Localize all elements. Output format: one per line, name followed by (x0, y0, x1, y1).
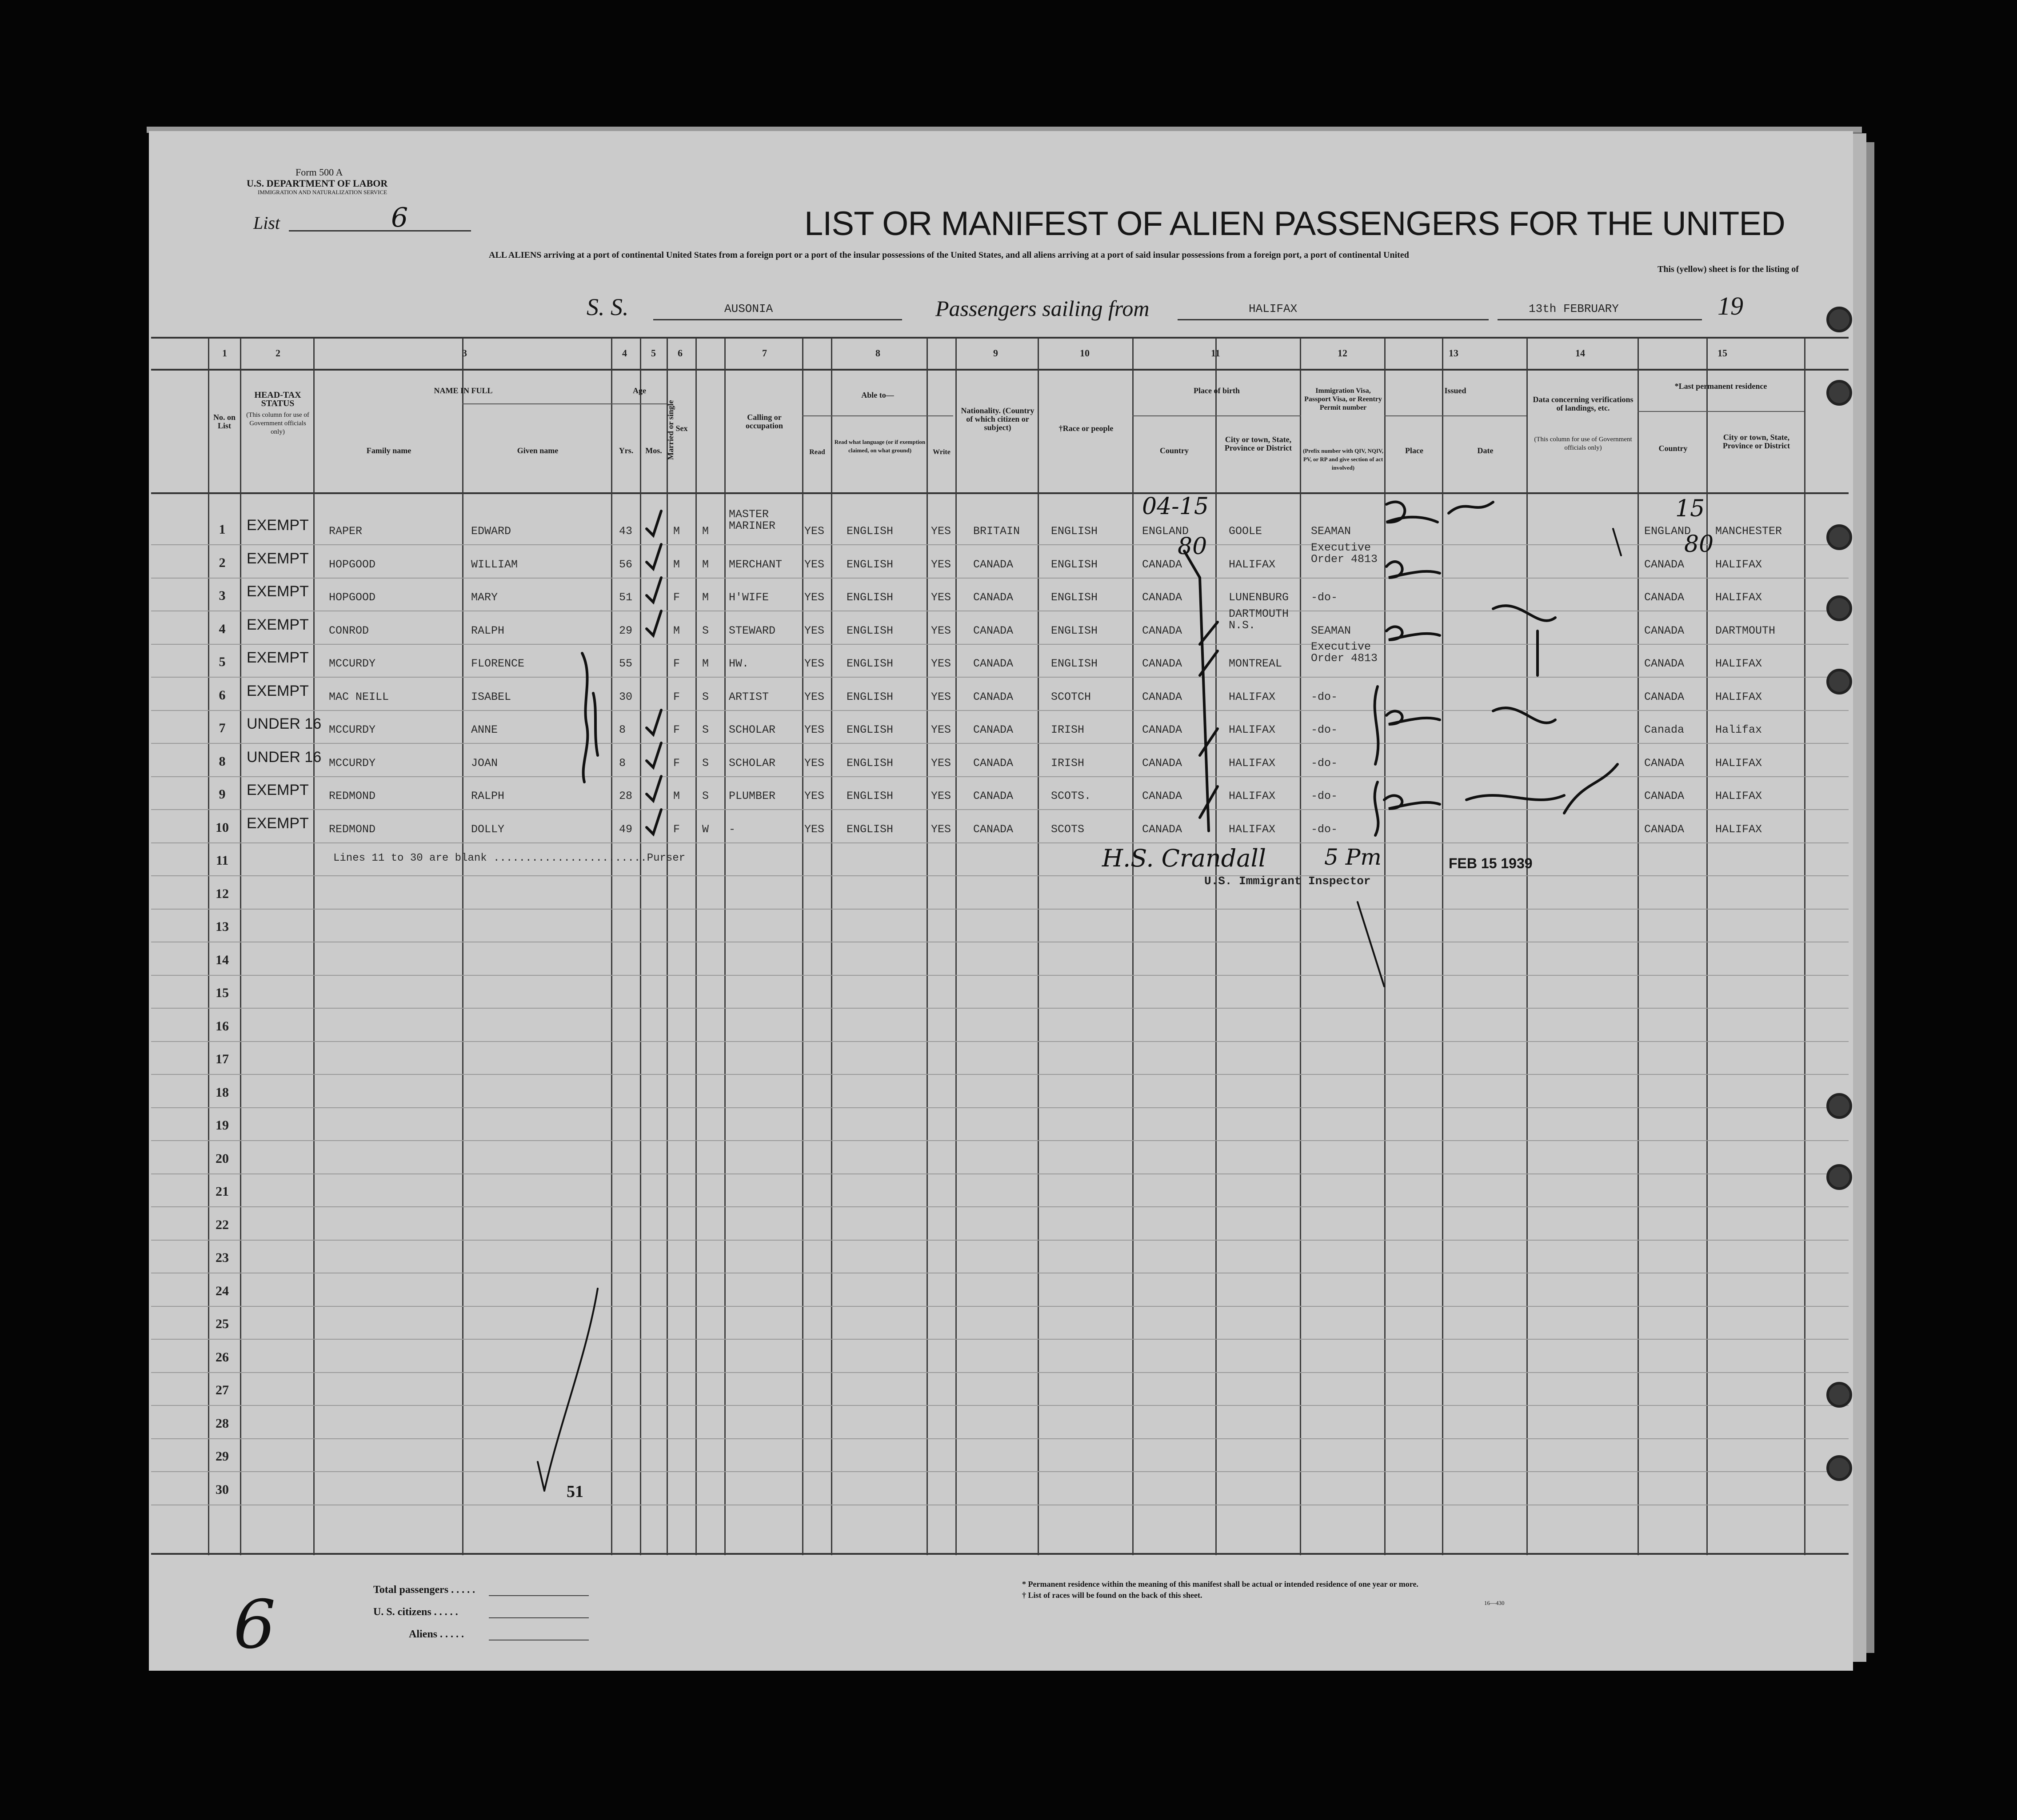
age-years-cell: 55 (619, 657, 633, 670)
marital-status-cell: S (702, 690, 709, 703)
language-cell: ENGLISH (847, 525, 894, 538)
given-name-cell: WILLIAM (471, 558, 518, 571)
blank-lines-note: Lines 11 to 30 are blank ........................Purser (333, 852, 686, 864)
occupation-cell: HW. (729, 657, 749, 670)
residence-country-cell: ENGLAND (1644, 525, 1691, 538)
column-number: 14 (1575, 347, 1585, 359)
residence-country-cell: CANADA (1644, 558, 1685, 571)
age-years-cell: 43 (619, 525, 633, 538)
residence-city-cell: MANCHESTER (1715, 525, 1782, 538)
row-number: 8 (219, 754, 226, 769)
footer-code: 16—430 (1484, 1600, 1505, 1606)
given-name-cell: ANNE (471, 723, 498, 736)
page-title: LIST OR MANIFEST OF ALIEN PASSENGERS FOR THE UNITED (804, 205, 1785, 243)
read-cell: YES (804, 558, 825, 571)
write-cell: YES (931, 558, 951, 571)
birth-city-cell: HALIFAX (1229, 822, 1276, 836)
birth-city-cell: HALIFAX (1229, 690, 1276, 703)
nationality-cell: CANADA (973, 624, 1014, 637)
marital-status-cell: S (702, 790, 709, 802)
read-cell: YES (804, 822, 825, 836)
footer-note-1: * Permanent residence within the meaning of this manifest shall be actual or intended residence of one year or more. (1022, 1580, 1418, 1589)
given-name-cell: FLORENCE (471, 657, 525, 670)
nationality-cell: CANADA (973, 756, 1014, 770)
given-name-cell: RALPH (471, 790, 505, 802)
marital-status-cell: M (702, 525, 709, 538)
race-cell: SCOTS (1051, 822, 1085, 836)
family-name-cell: MAC NEILL (329, 690, 389, 703)
footer-us-citizens: U. S. citizens . . . . . (373, 1606, 458, 1618)
residence-city-cell: HALIFAX (1715, 756, 1762, 770)
column-number: 5 (651, 347, 656, 359)
read-cell: YES (804, 756, 825, 770)
binder-hole (1826, 307, 1852, 332)
residence-country-cell: CANADA (1644, 591, 1685, 604)
header-family-name: Family name (366, 446, 411, 455)
row-number: 11 (216, 853, 229, 868)
visa-cell: SEAMAN (1311, 624, 1351, 637)
language-cell: ENGLISH (847, 822, 894, 836)
read-cell: YES (804, 723, 825, 736)
status-cell: EXEMPT (247, 550, 309, 567)
occupation-cell: PLUMBER (729, 790, 776, 802)
language-cell: ENGLISH (847, 624, 894, 637)
binder-hole (1826, 1164, 1852, 1190)
family-name-cell: MCCURDY (329, 756, 376, 770)
visa-cell: -do- (1311, 822, 1338, 836)
department: U.S. DEPARTMENT OF LABOR (247, 178, 388, 189)
family-name-cell: REDMOND (329, 790, 376, 802)
language-cell: ENGLISH (847, 756, 894, 770)
given-name-cell: DOLLY (471, 822, 505, 836)
row-number: 17 (216, 1052, 229, 1066)
marital-status-cell: W (702, 822, 709, 836)
family-name-cell: RAPER (329, 525, 363, 538)
language-cell: ENGLISH (847, 690, 894, 703)
age-years-cell: 29 (619, 624, 633, 637)
marital-status-cell: M (702, 657, 709, 670)
occupation-cell: - (729, 822, 736, 836)
header-data-concerning: Data concerning verifications of landings, etc. (1533, 395, 1634, 412)
footer-total-passengers: Total passengers . . . . . (373, 1584, 475, 1596)
column-number: 9 (993, 347, 998, 359)
header-nationality: Nationality. (Country of which citizen or subject) (961, 406, 1034, 432)
sex-cell: F (673, 690, 680, 703)
year-label: 19 (1717, 291, 1743, 320)
header-write: Write (933, 448, 951, 456)
header-birth-city: City or town, State, Province or District (1224, 435, 1292, 452)
residence-country-cell: CANADA (1644, 657, 1685, 670)
read-cell: YES (804, 624, 825, 637)
age-years-cell: 56 (619, 558, 633, 571)
residence-city-cell: HALIFAX (1715, 690, 1762, 703)
row-number: 28 (216, 1416, 229, 1431)
given-name-cell: RALPH (471, 624, 505, 637)
occupation-cell: MERCHANT (729, 558, 783, 571)
column-number: 2 (276, 347, 280, 359)
ss-label: S. S. (587, 294, 629, 320)
visa-cell: SEAMAN (1311, 525, 1351, 538)
sex-cell: M (673, 790, 680, 802)
column-number: 13 (1449, 347, 1458, 359)
birth-country-cell: CANADA (1142, 723, 1182, 736)
header-head-tax: HEAD-TAX STATUS (254, 390, 301, 408)
status-cell: EXEMPT (247, 649, 309, 666)
row-number: 30 (216, 1482, 229, 1497)
nationality-cell: CANADA (973, 822, 1014, 836)
residence-city-cell: Halifax (1715, 723, 1762, 736)
nationality-cell: BRITAIN (973, 525, 1020, 538)
residence-country-cell: CANADA (1644, 822, 1685, 836)
sex-cell: M (673, 525, 680, 538)
birth-country-cell: CANADA (1142, 624, 1182, 637)
visa-cell: -do- (1311, 790, 1338, 802)
row-number: 27 (216, 1383, 229, 1397)
age-years-cell: 28 (619, 790, 633, 802)
sex-cell: F (673, 756, 680, 770)
sailing-date: 13th FEBRUARY (1529, 302, 1619, 315)
race-cell: ENGLISH (1051, 525, 1098, 538)
residence-code-annotation-2: 80 (1684, 531, 1714, 558)
residence-city-cell: HALIFAX (1715, 591, 1762, 604)
race-cell: ENGLISH (1051, 558, 1098, 571)
header-calling: Calling or occupation (745, 413, 783, 430)
birth-city-cell: HALIFAX (1229, 723, 1276, 736)
residence-country-cell: Canada (1644, 723, 1685, 736)
header-res-country: Country (1658, 444, 1688, 453)
marital-status-cell: M (702, 558, 709, 571)
birth-country-cell: CANADA (1142, 822, 1182, 836)
birth-city-cell: HALIFAX (1229, 558, 1276, 571)
header-last-residence: *Last permanent residence (1674, 382, 1767, 391)
sex-cell: F (673, 591, 680, 604)
column-number: 11 (1211, 347, 1220, 359)
write-cell: YES (931, 690, 951, 703)
sex-cell: M (673, 624, 680, 637)
binder-hole (1826, 595, 1852, 621)
visa-cell: -do- (1311, 723, 1338, 736)
visa-cell: Executive Order 4813 (1311, 640, 1378, 665)
binder-hole (1826, 1382, 1852, 1408)
column-number: 6 (678, 347, 683, 359)
language-cell: ENGLISH (847, 790, 894, 802)
nationality-cell: CANADA (973, 690, 1014, 703)
header-yrs: Yrs. (619, 446, 634, 455)
occupation-cell: MASTER MARINER (729, 508, 776, 532)
row-number: 3 (219, 588, 226, 603)
column-number: 10 (1080, 347, 1090, 359)
row-number: 18 (216, 1085, 229, 1100)
list-label: List (253, 213, 280, 233)
port-name: HALIFAX (1249, 302, 1298, 315)
visa-cell: Executive Order 4813 (1311, 541, 1378, 566)
binder-hole (1826, 1093, 1852, 1119)
header-visa-note: (Prefix number with QIV, NQIV, PV, or RP and give section of act involved) (1302, 447, 1384, 471)
row-number: 5 (219, 655, 226, 669)
age-years-cell: 8 (619, 756, 626, 770)
header-head-tax-note: (This column for use of Government officials only) (246, 411, 309, 435)
binder-hole (1826, 380, 1852, 406)
race-cell: SCOTS. (1051, 790, 1091, 802)
birth-country-cell: CANADA (1142, 690, 1182, 703)
marital-status-cell: S (702, 624, 709, 637)
row-number: 21 (216, 1184, 229, 1199)
age-years-cell: 8 (619, 723, 626, 736)
row-number: 6 (219, 688, 226, 702)
header-given-name: Given name (517, 446, 559, 455)
marital-status-cell: M (702, 591, 709, 604)
residence-country-cell: CANADA (1644, 756, 1685, 770)
family-name-cell: MCCURDY (329, 657, 376, 670)
binder-hole (1826, 524, 1852, 550)
header-issued-place: Place (1405, 446, 1423, 455)
big-list-number: 6 (233, 1586, 276, 1664)
birth-city-cell: HALIFAX (1229, 756, 1276, 770)
read-cell: YES (804, 690, 825, 703)
visa-cell: -do- (1311, 756, 1338, 770)
row-number: 9 (219, 787, 226, 802)
birth-country-cell: CANADA (1142, 790, 1182, 802)
header-read-language: Read what language (or if exemption claimed, on what ground) (834, 439, 926, 454)
header-place-of-birth: Place of birth (1194, 386, 1240, 395)
family-name-cell: MCCURDY (329, 723, 376, 736)
family-name-cell: CONROD (329, 624, 369, 637)
occupation-cell: STEWARD (729, 624, 776, 637)
header-sex: Sex (675, 424, 688, 433)
birth-country-cell: CANADA (1142, 756, 1182, 770)
row-number: 23 (216, 1250, 229, 1265)
write-cell: YES (931, 822, 951, 836)
footer-line (489, 1617, 589, 1618)
status-cell: EXEMPT (247, 782, 309, 798)
column-number: 7 (762, 347, 767, 359)
given-name-cell: JOAN (471, 756, 498, 770)
birth-country-cell: CANADA (1142, 657, 1182, 670)
nationality-cell: CANADA (973, 723, 1014, 736)
birth-city-cell: DARTMOUTH N.S. (1229, 607, 1289, 632)
sex-cell: M (673, 558, 680, 571)
given-name-cell: ISABEL (471, 690, 511, 703)
row-number: 14 (216, 953, 229, 967)
header-married-single: Married or single (666, 400, 675, 460)
residence-city-cell: HALIFAX (1715, 558, 1762, 571)
race-cell: ENGLISH (1051, 624, 1098, 637)
sailing-label: Passengers sailing from (935, 296, 1150, 321)
row-number: 15 (216, 986, 229, 1000)
header-age: Age (633, 386, 646, 395)
service: IMMIGRATION AND NATURALIZATION SERVICE (258, 189, 387, 196)
read-cell: YES (804, 525, 825, 538)
row-number: 10 (216, 820, 229, 835)
row-number: 24 (216, 1284, 229, 1298)
birth-city-cell: LUNENBURG (1229, 591, 1289, 604)
language-cell: ENGLISH (847, 723, 894, 736)
residence-country-cell: CANADA (1644, 790, 1685, 802)
status-cell: EXEMPT (247, 583, 309, 600)
nationality-cell: CANADA (973, 591, 1014, 604)
header-data-note: (This column for use of Government officials only) (1534, 436, 1632, 451)
write-cell: YES (931, 756, 951, 770)
race-cell: IRISH (1051, 723, 1085, 736)
binder-hole (1826, 1455, 1852, 1481)
column-number: 4 (622, 347, 627, 359)
row-number: 1 (219, 522, 226, 537)
header-visa: Immigration Visa, Passport Visa, or Reentry Permit number (1304, 387, 1382, 411)
residence-code-annotation: 15 (1675, 495, 1705, 522)
residence-city-cell: HALIFAX (1715, 822, 1762, 836)
header-res-city: City or town, State, Province or District (1722, 433, 1790, 450)
row-number: 26 (216, 1350, 229, 1365)
ship-name: AUSONIA (724, 302, 773, 315)
subtitle-1: ALL ALIENS arriving at a port of continental United States from a foreign port or a port of the insular possessions of the United States, and all aliens arriving at a port of said insular possessions from a foreign port, a port of continental United (489, 250, 1409, 260)
row-number: 16 (216, 1019, 229, 1034)
binder-hole (1826, 669, 1852, 694)
occupation-cell: H'WIFE (729, 591, 769, 604)
row-number: 22 (216, 1217, 229, 1232)
form-number: Form 500 A (296, 167, 343, 178)
column-number: 8 (875, 347, 880, 359)
language-cell: ENGLISH (847, 591, 894, 604)
visa-cell: -do- (1311, 690, 1338, 703)
header-birth-country: Country (1159, 446, 1189, 455)
residence-country-cell: CANADA (1644, 690, 1685, 703)
race-cell: ENGLISH (1051, 591, 1098, 604)
header-no-on-list: No. on List (213, 413, 236, 430)
sex-cell: F (673, 657, 680, 670)
sex-cell: F (673, 723, 680, 736)
status-cell: EXEMPT (247, 682, 309, 699)
inspector-title: U.S. Immigrant Inspector (1204, 874, 1371, 888)
column-number: 12 (1338, 347, 1347, 359)
subtitle-2: This (yellow) sheet is for the listing of (1658, 264, 1799, 274)
inspector-time: 5 Pm (1324, 844, 1382, 870)
residence-city-cell: HALIFAX (1715, 657, 1762, 670)
occupation-cell: ARTIST (729, 690, 769, 703)
write-cell: YES (931, 790, 951, 802)
birth-code-annotation: 04-15 (1142, 493, 1209, 520)
occupation-cell: SCHOLAR (729, 723, 776, 736)
row-number: 25 (216, 1317, 229, 1331)
page-total: 51 (567, 1482, 583, 1501)
write-cell: YES (931, 657, 951, 670)
row-number: 19 (216, 1118, 229, 1133)
status-cell: EXEMPT (247, 517, 309, 534)
birth-code-annotation-2: 80 (1178, 533, 1207, 560)
column-number: 1 (222, 347, 227, 359)
birth-city-cell: MONTREAL (1229, 657, 1282, 670)
status-cell: UNDER 16 (247, 748, 322, 766)
header-name-in-full: NAME IN FULL (434, 386, 493, 395)
write-cell: YES (931, 525, 951, 538)
residence-city-cell: DARTMOUTH (1715, 624, 1776, 637)
list-value: 6 (391, 202, 408, 233)
occupation-cell: SCHOLAR (729, 756, 776, 770)
age-years-cell: 30 (619, 690, 633, 703)
received-stamp-date: FEB 15 1939 (1449, 855, 1533, 871)
row-number: 20 (216, 1151, 229, 1166)
age-years-cell: 51 (619, 591, 633, 604)
row-number: 29 (216, 1449, 229, 1464)
age-years-cell: 49 (619, 822, 633, 836)
family-name-cell: HOPGOOD (329, 591, 376, 604)
visa-cell: -do- (1311, 591, 1338, 604)
marital-status-cell: S (702, 723, 709, 736)
header-issued-date: Date (1477, 446, 1494, 455)
header-issued: Issued (1444, 386, 1466, 395)
inspector-signature: H.S. Crandall (1102, 844, 1266, 872)
language-cell: ENGLISH (847, 558, 894, 571)
header-race: †Race or people (1058, 424, 1114, 433)
marital-status-cell: S (702, 756, 709, 770)
family-name-cell: HOPGOOD (329, 558, 376, 571)
write-cell: YES (931, 624, 951, 637)
column-number: 15 (1717, 347, 1727, 359)
status-cell: EXEMPT (247, 814, 309, 832)
header-mos: Mos. (645, 446, 662, 455)
nationality-cell: CANADA (973, 657, 1014, 670)
given-name-cell: EDWARD (471, 525, 511, 538)
language-cell: ENGLISH (847, 657, 894, 670)
nationality-cell: CANADA (973, 790, 1014, 802)
residence-city-cell: HALIFAX (1715, 790, 1762, 802)
race-cell: IRISH (1051, 756, 1085, 770)
race-cell: SCOTCH (1051, 690, 1091, 703)
read-cell: YES (804, 790, 825, 802)
header-able-to: Able to— (861, 391, 894, 399)
status-cell: EXEMPT (247, 616, 309, 633)
birth-city-cell: GOOLE (1229, 525, 1262, 538)
row-number: 7 (219, 721, 226, 735)
race-cell: ENGLISH (1051, 657, 1098, 670)
family-name-cell: REDMOND (329, 822, 376, 836)
read-cell: YES (804, 591, 825, 604)
residence-country-cell: CANADA (1644, 624, 1685, 637)
row-number: 12 (216, 886, 229, 901)
row-number: 4 (219, 622, 226, 636)
write-cell: YES (931, 723, 951, 736)
status-cell: UNDER 16 (247, 715, 322, 732)
footer-note-2: † List of races will be found on the back of this sheet. (1022, 1591, 1202, 1600)
footer-aliens: Aliens . . . . . (409, 1628, 464, 1640)
row-number: 13 (216, 919, 229, 934)
given-name-cell: MARY (471, 591, 498, 604)
sex-cell: F (673, 822, 680, 836)
birth-country-cell: ENGLAND (1142, 525, 1189, 538)
write-cell: YES (931, 591, 951, 604)
column-number: 3 (462, 347, 467, 359)
footer-line (489, 1595, 589, 1596)
birth-country-cell: CANADA (1142, 558, 1182, 571)
birth-city-cell: HALIFAX (1229, 790, 1276, 802)
row-number: 2 (219, 555, 226, 570)
nationality-cell: CANADA (973, 558, 1014, 571)
read-cell: YES (804, 657, 825, 670)
header-read: Read (809, 448, 825, 456)
birth-country-cell: CANADA (1142, 591, 1182, 604)
